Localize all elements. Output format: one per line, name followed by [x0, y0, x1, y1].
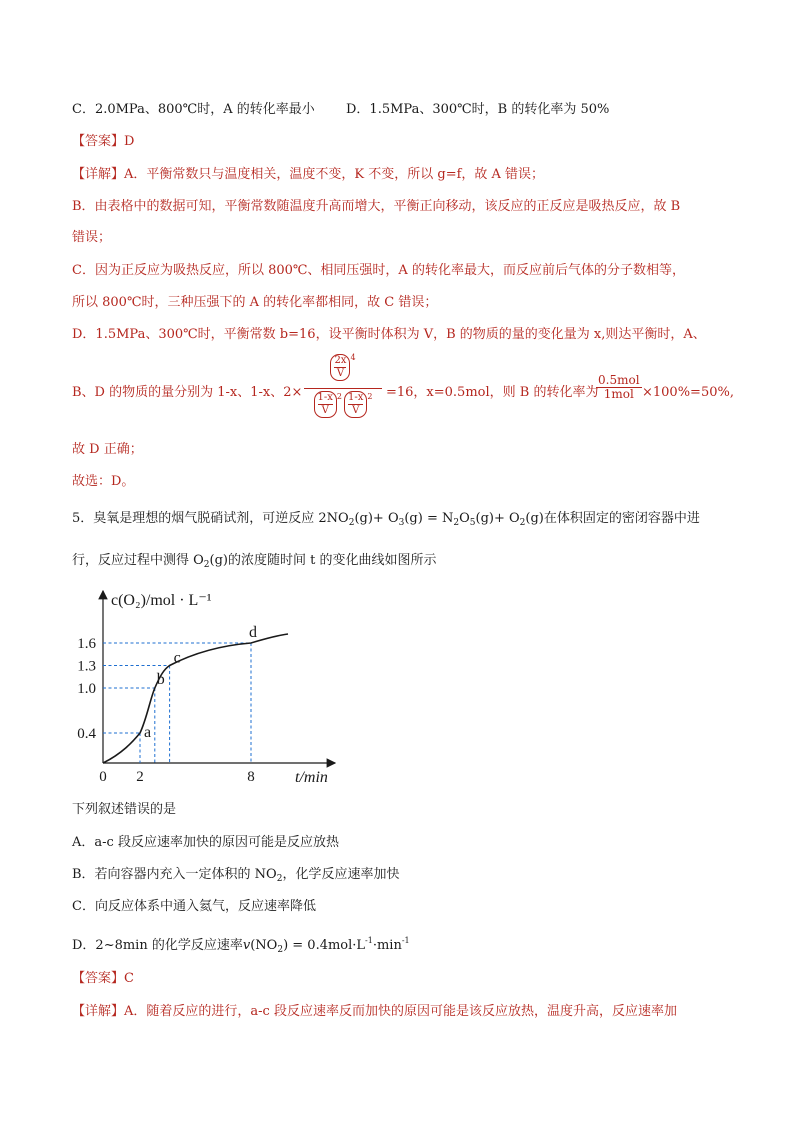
- q5-option-d-post: ) = 0.4mol·L: [283, 938, 366, 953]
- q5-sub-5: 5: [469, 518, 476, 528]
- conversion-fraction: [594, 374, 644, 401]
- conv-num: 0.5mol: [598, 373, 640, 387]
- x-tick-label: 2: [136, 769, 144, 785]
- eq-den-1x-1: 1-x: [317, 392, 333, 403]
- answer-line-1: [72, 133, 134, 151]
- eq-num-2x: 2x: [334, 355, 347, 366]
- q5-stem-1: [72, 510, 700, 532]
- detail-d3: 故 D 正确；: [72, 442, 143, 457]
- eq-den-v-2: V: [352, 405, 360, 416]
- q5-sub-2c: 2: [519, 518, 526, 528]
- q5-option-d-u3: -1: [401, 936, 410, 945]
- eq-num-v: V: [336, 368, 345, 379]
- detail-choose: 故选：D。: [72, 474, 135, 489]
- detail-b2: 错误；: [72, 230, 112, 245]
- detail-tag: 【详解】: [72, 167, 125, 182]
- q5-stem-1-eq: =: [422, 511, 442, 526]
- q5-stem-1-p1b: O: [459, 511, 470, 526]
- x-axis-label: t/min: [295, 769, 328, 786]
- q5-option-a: A．a-c 段反应速率加快的原因可能是反应放热: [72, 835, 339, 850]
- q5-option-d-u1: -1: [365, 936, 373, 945]
- q5-sub-2b: 2: [453, 518, 460, 528]
- detail-d2-mid: =16，x=0.5mol，则 B 的转化率为: [386, 385, 599, 400]
- q5-option-d: [72, 932, 410, 959]
- q5-stem-1-p3: (g)在体积固定的密闭容器中进: [525, 511, 700, 526]
- y-tick-label: 1.0: [77, 681, 96, 697]
- concentration-curve: [103, 634, 288, 763]
- q5-stem-2: [72, 552, 437, 574]
- eq-num-paren: [330, 354, 350, 381]
- point-label-c: c: [173, 649, 181, 667]
- q5-option-d-sub: 2: [277, 945, 284, 955]
- y-axis-label: c(O₂)/mol · L⁻¹: [111, 592, 212, 609]
- q5-stem-1-r2: (g): [404, 511, 423, 526]
- eq-den-exp-1: 2: [336, 392, 342, 401]
- option-d-prev: D．1.5MPa、300℃时，B 的转化率为 50%: [346, 102, 610, 117]
- point-label-d: d: [249, 624, 257, 641]
- answer-tag-2: 【答案】: [72, 971, 125, 986]
- q5-sub-3: 3: [398, 518, 405, 528]
- detail-d2-post: ×100%=50%,: [642, 385, 734, 400]
- eq-den-paren-1: [314, 391, 337, 418]
- q5-option-b-sub: 2: [276, 874, 283, 884]
- y-tick-label: 1.3: [77, 658, 96, 675]
- detail-a: A．平衡常数只与温度相关，温度不变，K 不变，所以 g=f，故 A 错误；: [124, 167, 545, 182]
- detail-d1: D．1.5MPa、300℃时，平衡常数 b=16，设平衡时体积为 V，B 的物质的量的变化量为 x,则达平衡时，A、: [72, 327, 706, 342]
- option-c-prev: C．2.0MPa、800℃时，A 的转化率最小: [72, 102, 315, 117]
- eq-num-exp: 4: [350, 353, 356, 362]
- detail-a-line: [72, 166, 544, 184]
- detail-c2: 所以 800℃时，三种压强下的 A 的转化率都相同，故 C 错误；: [72, 295, 438, 310]
- answer-value: D: [124, 134, 135, 149]
- q5-stem-2-pre: 行，反应过程中测得 O: [72, 553, 204, 568]
- point-label-a: a: [144, 724, 152, 741]
- q5-option-c: C．向反应体系中通入氦气，反应速率降低: [72, 899, 316, 914]
- q5-sub-2a: 2: [348, 518, 355, 528]
- q5-stem-1-p1: N: [441, 511, 454, 526]
- y-tick-label: 0.4: [77, 726, 96, 742]
- concentration-time-chart: [66, 585, 356, 790]
- detail2-a-line: [72, 1003, 677, 1021]
- equilibrium-expression: [304, 352, 382, 418]
- y-tick-label: 1.6: [77, 636, 96, 652]
- detail-d2-pre: B、D 的物质的量分别为 1-x、1-x、2×: [72, 385, 303, 400]
- detail-c1: C．因为正反应为吸热反应，所以 800℃、相同压强时，A 的转化率最大，而反应前后气体的分子数相等，: [72, 263, 685, 278]
- q5-ask: 下列叙述错误的是: [72, 802, 177, 817]
- conv-den: 1mol: [603, 387, 634, 401]
- point-label-b: b: [156, 671, 165, 688]
- q5-stem-1-p2: (g)+ O: [475, 511, 520, 526]
- q5-option-b-pre: B．若向容器内充入一定体积的 NO: [72, 867, 277, 882]
- q5-option-b-post: ，化学反应速率加快: [282, 867, 400, 882]
- eq-den-v-1: V: [321, 405, 329, 416]
- q5-option-d-mid: (NO: [250, 938, 278, 953]
- q5-stem-2-post: (g)的浓度随时间 t 的变化曲线如图所示: [209, 553, 437, 568]
- q5-stem-1-r1: (g)+ O: [354, 511, 399, 526]
- detail2-a: A．随着反应的进行，a-c 段反应速率反而加快的原因可能是该反应放热，温度升高，反应速率加: [124, 1004, 677, 1019]
- answer-line-2: [72, 970, 134, 988]
- q5-stem-1-pre: 5．臭氧是理想的烟气脱硝试剂，可逆反应 2NO: [72, 511, 349, 526]
- answer-value-2: C: [124, 971, 134, 986]
- eq-den-exp-2: 2: [367, 392, 373, 401]
- q5-option-b: [72, 866, 399, 888]
- q5-option-d-pre: D．2~8min 的化学反应速率: [72, 938, 243, 953]
- q5-option-d-v: v: [242, 938, 251, 953]
- x-tick-label: 0: [99, 769, 107, 785]
- answer-tag: 【答案】: [72, 134, 125, 149]
- eq-den-paren-2: [344, 391, 367, 418]
- x-tick-label: 8: [247, 769, 255, 785]
- q5-option-d-u2: ·min: [372, 938, 402, 953]
- eq-den-1x-2: 1-x: [348, 392, 364, 403]
- detail-tag-2: 【详解】: [72, 1004, 125, 1019]
- detail-b1: B．由表格中的数据可知，平衡常数随温度升高而增大，平衡正向移动，该反应的正反应是吸热反应，故 B: [72, 199, 681, 214]
- q5-sub-2d: 2: [203, 560, 210, 570]
